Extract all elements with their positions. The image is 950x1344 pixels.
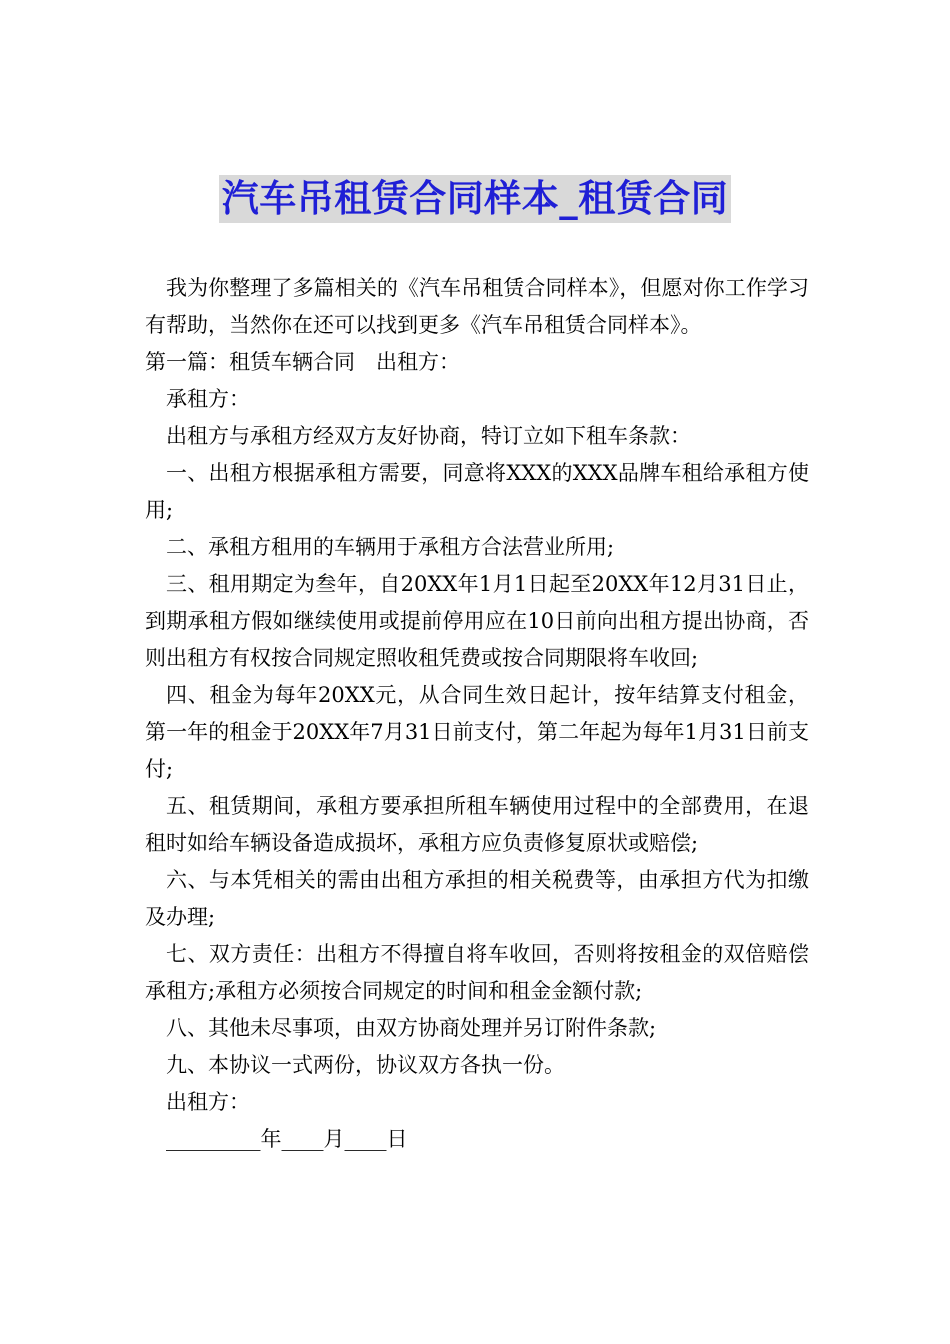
clause-1: 一、出租方根据承租方需要，同意将XXX的XXX品牌车租给承租方使用; <box>145 461 809 522</box>
lessor-signature-label: 出租方： <box>166 1090 250 1114</box>
document-body <box>145 270 809 1158</box>
clause-6: 六、与本凭相关的需由出租方承担的相关税费等，由承担方代为扣缴及办理; <box>145 868 809 929</box>
clause-3: 三、租用期定为叁年，自20XX年1月1日起至20XX年12月31日止，到期承租方假如继续使用或提前停用应在10日前向出租方提出协商，否则出租方有权按合同规定照收租凭费或按合同期限将车收回; <box>145 572 809 670</box>
clause-9: 九、本协议一式两份，协议双方各执一份。 <box>166 1053 565 1077</box>
title-container <box>0 175 950 223</box>
clause-2: 二、承租方租用的车辆用于承租方合法营业所用; <box>166 535 615 559</box>
clause-4: 四、租金为每年20XX元，从合同生效日起计，按年结算支付租金，第一年的租金于20XX年7月31日前支付，第二年起为每年1月31日前支付; <box>145 683 809 781</box>
document-title: 汽车吊租赁合同样本_租赁合同 <box>219 175 732 223</box>
lessee-line: 承租方： <box>166 387 250 411</box>
preamble-paragraph: 出租方与承租方经双方友好协商，特订立如下租车条款： <box>166 424 691 448</box>
clause-7: 七、双方责任：出租方不得擅自将车收回，否则将按租金的双倍赔偿承租方;承租方必须按合同规定的时间和租金金额付款; <box>145 942 809 1003</box>
clause-8: 八、其他未尽事项，由双方协商处理并另订附件条款; <box>166 1016 657 1040</box>
date-line: _________年____月____日 <box>166 1127 408 1151</box>
section-heading: 第一篇：租赁车辆合同 出租方： <box>145 350 460 374</box>
intro-paragraph: 我为你整理了多篇相关的《汽车吊租赁合同样本》，但愿对你工作学习有帮助，当然你在还可以找到更多《汽车吊租赁合同样本》。 <box>145 276 809 337</box>
clause-5: 五、租赁期间，承租方要承担所租车辆使用过程中的全部费用，在退租时如给车辆设备造成损坏，承租方应负责修复原状或赔偿; <box>145 794 809 855</box>
